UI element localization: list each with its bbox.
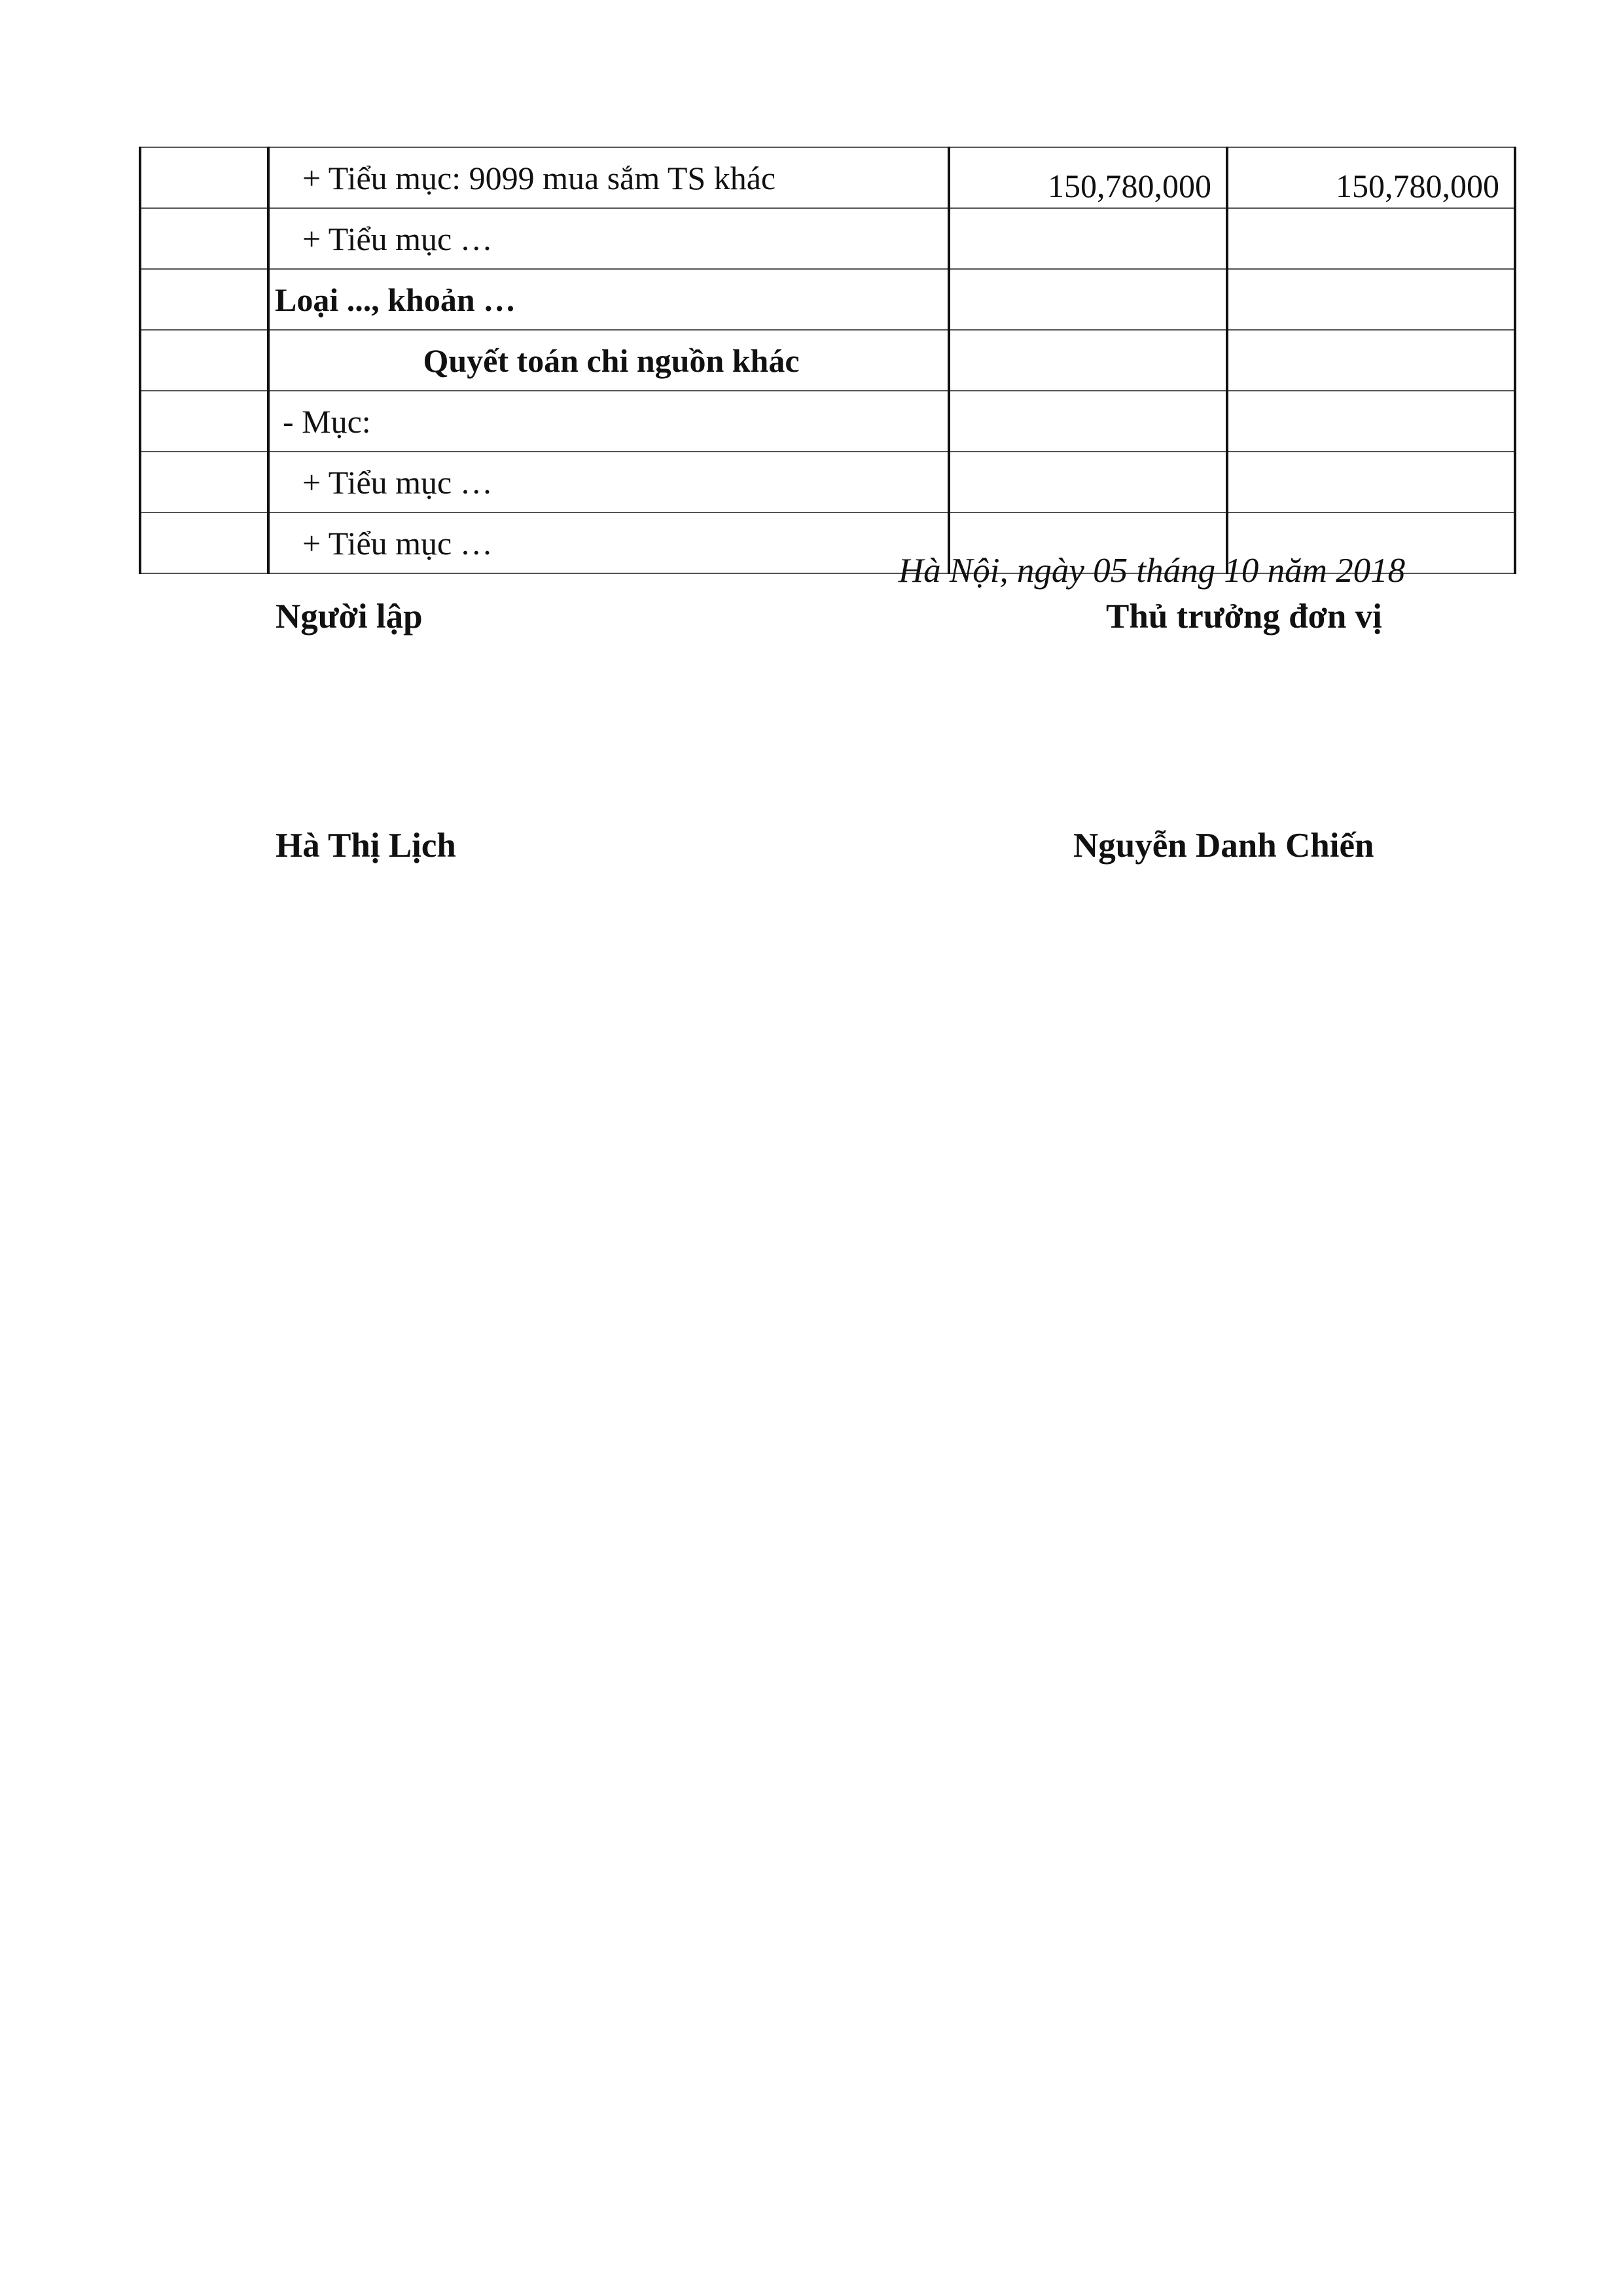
table-row (140, 330, 1515, 391)
row-content-cell: + Tiểu mục … (268, 512, 949, 573)
row-index-cell (140, 208, 268, 269)
row-amount-b-cell (1227, 269, 1515, 330)
preparer-name: Hà Thị Lịch (276, 827, 456, 865)
row-amount-a-cell (949, 391, 1227, 452)
row-content-cell: - Mục: (268, 391, 949, 452)
table-row (140, 452, 1515, 512)
row-content-cell: Quyết toán chi nguồn khác (268, 330, 949, 391)
row-index-cell (140, 330, 268, 391)
row-amount-a-cell (949, 452, 1227, 512)
row-amount-b-cell (1227, 452, 1515, 512)
budget-settlement-table (139, 147, 1516, 574)
row-content-cell: + Tiểu mục: 9099 mua sắm TS khác (268, 147, 949, 208)
row-amount-b-cell (1227, 330, 1515, 391)
row-index-cell (140, 391, 268, 452)
row-index-cell (140, 269, 268, 330)
row-content-cell: + Tiểu mục … (268, 208, 949, 269)
head-of-unit-title: Thủ trưởng đơn vị (1106, 598, 1382, 636)
row-amount-a-cell: 150,780,000 (949, 147, 1227, 208)
table-row (140, 147, 1515, 208)
row-content-cell: + Tiểu mục … (268, 452, 949, 512)
row-index-cell (140, 452, 268, 512)
row-amount-a-cell (949, 208, 1227, 269)
row-amount-b-cell: 150,780,000 (1227, 147, 1515, 208)
row-amount-a-cell (949, 330, 1227, 391)
row-content-cell: Loại ..., khoản … (268, 269, 949, 330)
row-index-cell (140, 512, 268, 573)
table-row (140, 391, 1515, 452)
table-row (140, 269, 1515, 330)
row-index-cell (140, 147, 268, 208)
preparer-title: Người lập (276, 598, 423, 636)
head-of-unit-name: Nguyễn Danh Chiến (1073, 827, 1374, 865)
table-row (140, 208, 1515, 269)
row-amount-b-cell (1227, 208, 1515, 269)
row-amount-b-cell (1227, 391, 1515, 452)
date-place-line: Hà Nội, ngày 05 tháng 10 năm 2018 (898, 552, 1406, 590)
row-amount-a-cell (949, 269, 1227, 330)
